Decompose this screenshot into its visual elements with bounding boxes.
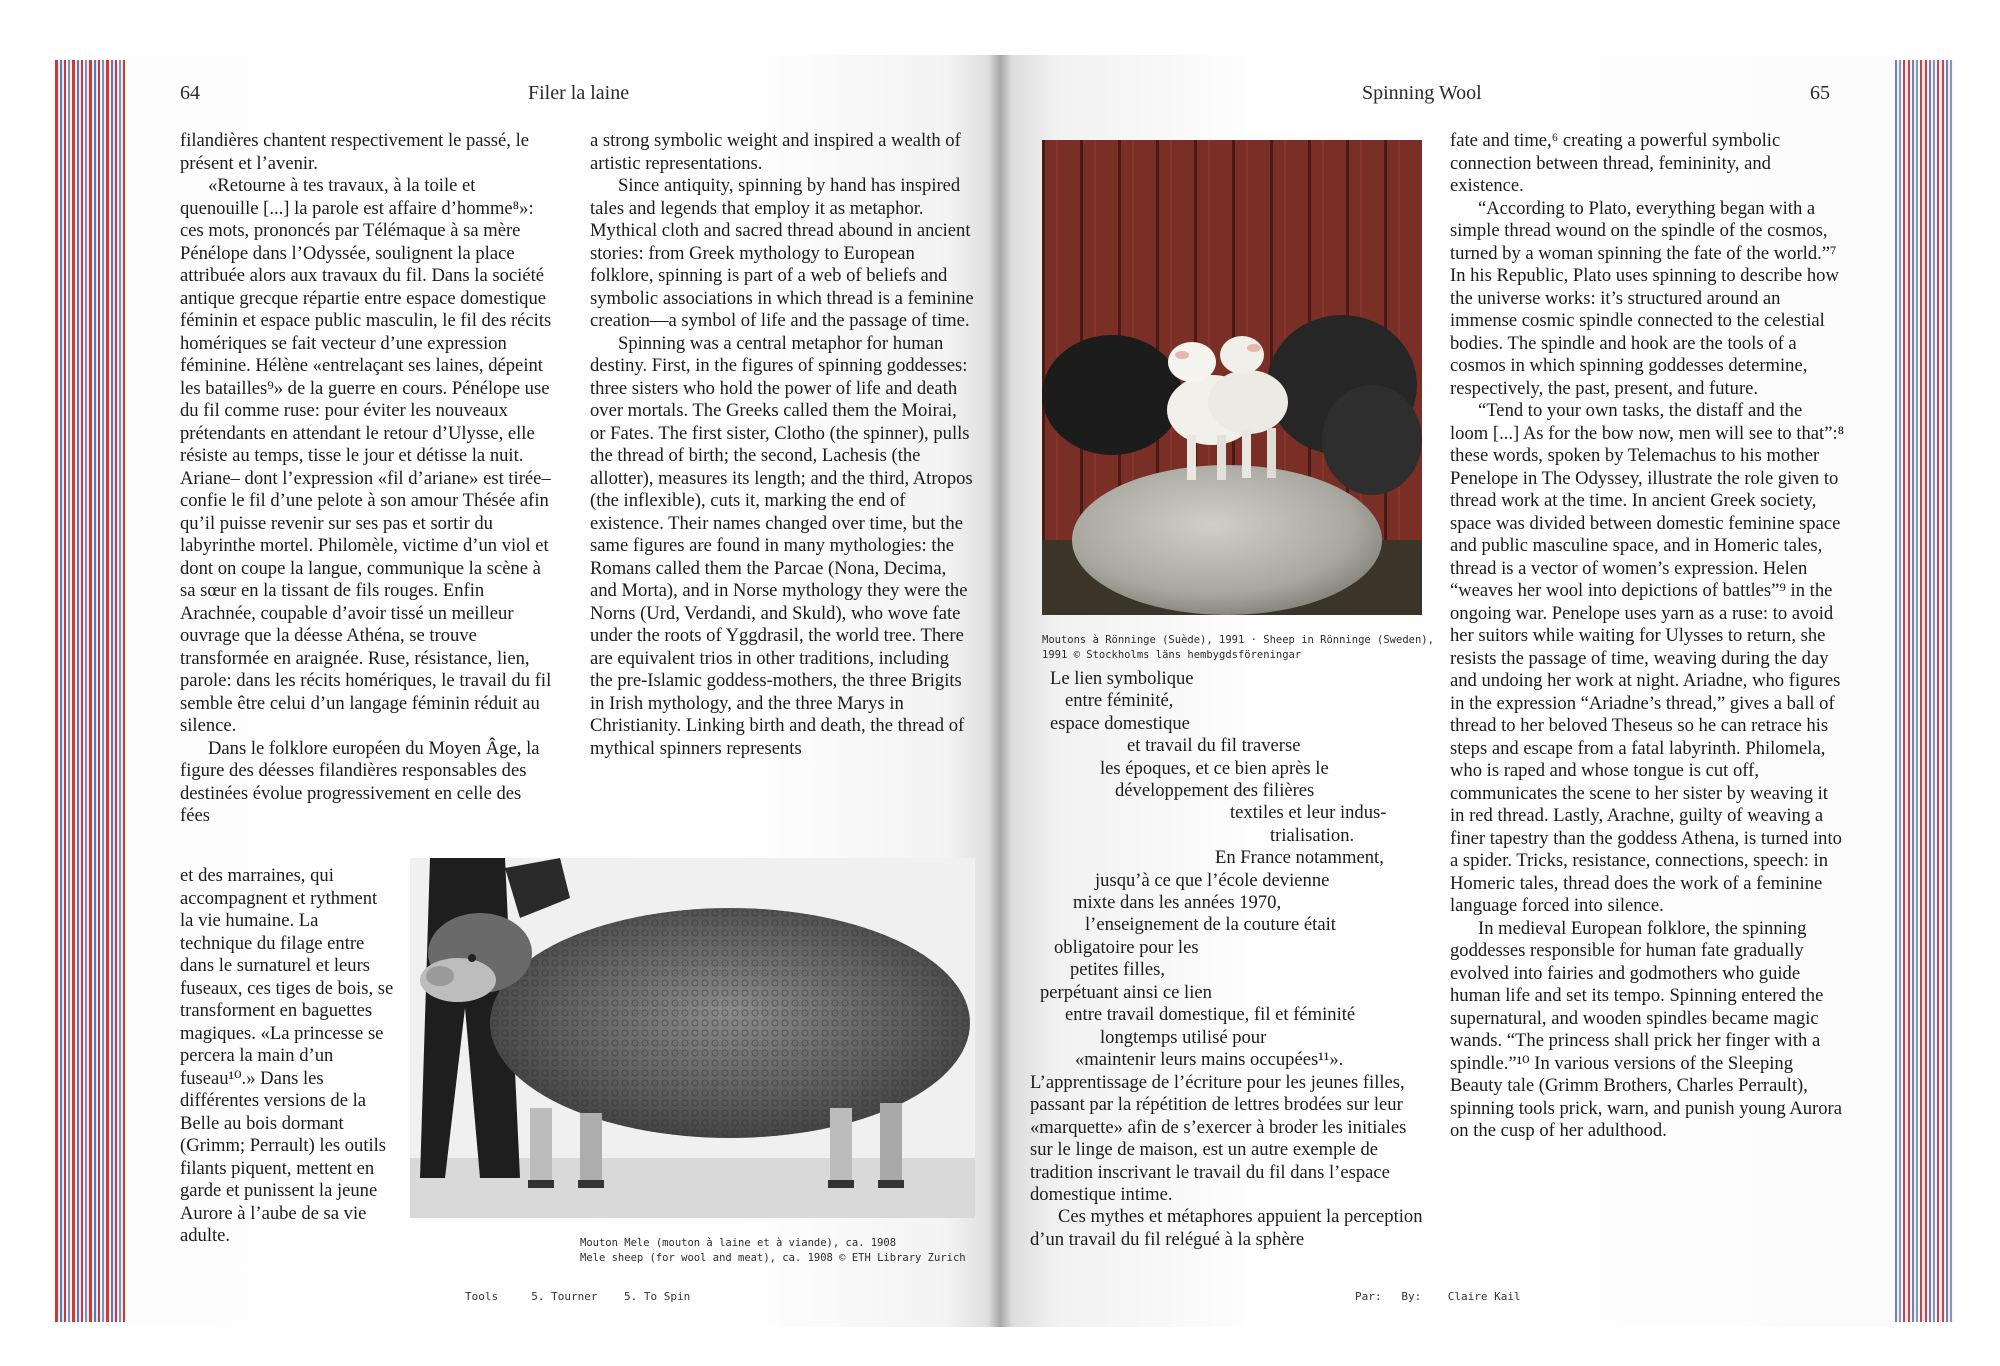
poem-line: «maintenir leurs mains occupées¹¹». [1075, 1048, 1344, 1070]
poem-line: entre travail domestique, fil et féminité [1065, 1004, 1356, 1026]
poem-line: jusqu’à ce que l’école devienne [1095, 869, 1330, 891]
mele-sheep-photo [410, 858, 975, 1218]
left-footer: Tools 5. Tourner 5. To Spin [465, 1290, 691, 1303]
paragraph: Ces mythes et métaphores appuient la perception d’un travail du fil relégué à la sphère [1030, 1206, 1423, 1250]
right-column-english [1450, 130, 1845, 1143]
paragraph: «Retourne à tes travaux, à la toile et quenouille [...] la parole est affaire d’homme⁸»: ces mots, prononcés par Télémaque à sa mère Pénélope dans l’Odyssée, soulignent la place attribuée alors aux travaux du fil. Dans la société antique grecque répartie entre espace domestique féminin et espace public masculin, le fil des récits homériques se fait vecteur d’une expression féminine. Hélène «entrelaçant ses laines, dépeint les batailles⁹» de la guerre en cours. Pénélope use du fil comme ruse: pour éviter les nouveaux prétendants en attendant le retour d’Ulysse, elle résiste au temps, tisse le jour et détisse la nuit. Ariane– dont l’expression «fil d’ariane» est tirée–confie le fil d’une pelote à son amour Thésée afin qu’il puisse revenir sur ses pas et sortir du labyrinthe mortel. Philomèle, victime d’un viol et dont on coupe la langue, communique la scène à sa sœur en la tissant de fils rouges. Enfin Arachnée, coupable d’avoir tissé un meilleur ouvrage que la déesse Athéna, se trouve transformée en araignée. Ruse, résistance, lien, parole: dans les récits homériques, le travail du fil semble être celui d’un langage féminin réduit au silence. [180, 175, 552, 736]
poem-line: Le lien symbolique [1050, 668, 1194, 689]
poem-line: perpétuant ainsi ce lien [1040, 981, 1212, 1003]
left-running-head: Filer la laine [528, 82, 630, 104]
poem-line: obligatoire pour les [1054, 936, 1199, 958]
paragraph: Since antiquity, spinning by hand has inspired tales and legends that employ it as metaphor. Mythical cloth and sacred thread abound in ancient stories: from Greek mythology to European folklore, spinning is part of a web of beliefs and symbolic associations in which thread is a feminine creation—a symbol of life and the passage of time. [590, 175, 974, 331]
pull-quote-poem [1030, 668, 1420, 1071]
poem-line: développement des filières [1115, 780, 1315, 802]
poem-line: entre féminité, [1065, 690, 1174, 712]
paragraph: Dans le folklore européen du Moyen Âge, la figure des déesses filandières responsables des destinées évolue progressivement en celle des fées [180, 737, 540, 826]
right-photo-caption: Moutons à Rönninge (Suède), 1991 · Sheep in Rönninge (Sweden), 1991 © Stockholms läns hembygdsföreningar [1042, 634, 1434, 661]
left-folio: 64 [180, 82, 200, 104]
left-photo-caption: Mouton Mele (mouton à laine et à viande), ca. 1908 Mele sheep (for wool and meat), ca. 1908 © ETH Library Zurich [580, 1237, 966, 1264]
paragraph: filandières chantent respectivement le passé, le présent et l’avenir. [180, 130, 529, 174]
left-column-french-narrow [180, 865, 395, 1248]
paragraph: “According to Plato, everything began with a simple thread wound on the spindle of the cosmos, turned by a woman spinning the fate of the world.”⁷ In his Republic, Plato uses spinning to describe how the universe works: it’s structured around an immense cosmic spindle connected to the celestial bodies. The spindle and hook are the tools of a cosmos in which spinning goddesses determine, respectively, the past, present, and future. [1450, 197, 1839, 399]
poem-line: mixte dans les années 1970, [1073, 892, 1282, 914]
poem-line: et travail du fil traverse [1127, 735, 1301, 757]
book-gutter [988, 55, 1012, 1327]
poem-line: En France notamment, [1215, 847, 1384, 869]
poem-line: espace domestique [1050, 712, 1190, 734]
left-column-french [180, 130, 555, 828]
poem-line: l’enseignement de la couture était [1085, 914, 1336, 936]
right-folio: 65 [1810, 82, 1830, 104]
left-column-english [590, 130, 975, 760]
poem-line: textiles et leur indus- [1230, 802, 1387, 824]
paragraph: fate and time,⁶ creating a powerful symbolic connection between thread, femininity, and existence. [1450, 130, 1781, 196]
poem-line: petites filles, [1070, 959, 1166, 981]
right-footer: Par: By: Claire Kail [1355, 1290, 1521, 1303]
paragraph: L’apprentissage de l’écriture pour les jeunes filles, passant par la répétition de lettres brodées sur leur «marquette» afin de s’exercer à broder les initiales sur le linge de maison, est un autre exemple de tradition inscrivant le travail du fil dans l’espace domestique intime. [1030, 1072, 1407, 1206]
left-page-edges [55, 60, 130, 1322]
paragraph: Spinning was a central metaphor for human destiny. First, in the figures of spinning goddesses: three sisters who hold the power of life and death over mortals. The Greeks called them the Moirai, or Fates. The first sister, Clotho (the spinner), pulls the thread of birth; the second, Lachesis (the allotter), measures its length; and the third, Atropos (the inflexible), cuts it, marking the end of existence. Their names changed over time, but the same figures are found in many mythologies: the Romans called them the Parcae (Nona, Decima, and Morta), and in Norse mythology they were the Norns (Urd, Verdandi, and Skuld), who wove fate under the roots of Yggdrasil, the world tree. There are equivalent trios in other traditions, including the pre-Islamic goddess-mothers, the three Brigits in Irish mythology, and the three Marys in Christianity. Linking birth and death, the thread of mythical spinners represents [590, 332, 973, 759]
right-middle-prose [1030, 1072, 1430, 1251]
paragraph: et des marraines, qui accompagnent et rythment la vie humaine. La technique du filage entre dans le surnaturel et leurs fuseaux, ces tiges de bois, se transforment en baguettes magiques. «La princesse se percera la main d’un fuseau¹⁰.» Dans les différentes versions de la Belle au bois dormant (Grimm; Perrault) les outils filants piquent, mettent en garde et punissent la jeune Aurore à l’aube de sa vie adulte. [180, 865, 394, 1246]
poem-line: les époques, et ce bien après le [1100, 757, 1329, 779]
right-running-head: Spinning Wool [1362, 82, 1482, 104]
paragraph: “Tend to your own tasks, the distaff and the loom [...] As for the bow now, men will see to that”:⁸ these words, spoken by Telemachus to his mother Penelope in The Odyssey, illustrate the role given to thread work at the time. In ancient Greek society, space was divided between domestic feminine space and public masculine space, and in Homeric tales, thread is a vector of women’s expression. Helen “weaves her wool into depictions of battles”⁹ in the ongoing war. Penelope uses yarn as a ruse: to avoid her suitors while waiting for Ulysses to return, she resists the passage of time, weaving during the day and undoing her work at night. Ariadne, who figures in the expression “Ariadne’s thread,” gives a ball of thread to her beloved Theseus so he can retrace his steps and escape from a fatal labyrinth. Philomela, who is raped and whose tongue is cut off, communicates the scene to her sister by weaving it in red thread. Lastly, Arachne, guilty of weaving a finer tapestry than the goddess Athena, is turned into a spider. Tricks, resistance, connections, speech: in Homeric tales, thread does the work of a feminine language forced into silence. [1450, 400, 1845, 916]
right-page-edges [1888, 60, 1954, 1322]
poem-line: trialisation. [1270, 824, 1355, 846]
poem-line: longtemps utilisé pour [1100, 1026, 1267, 1048]
lambs-photo [1042, 140, 1422, 615]
paragraph: In medieval European folklore, the spinning goddesses responsible for human fate gradually evolved into fairies and godmothers who guide human life and set its tempo. Spinning entered the supernatural, and wooden spindles became magic wands. “The princess shall prick her finger with a spindle.”¹⁰ In various versions of the Sleeping Beauty tale (Grimm Brothers, Charles Perrault), spinning tools prick, warn, and punish young Aurora on the cusp of her adulthood. [1450, 917, 1842, 1141]
paragraph: a strong symbolic weight and inspired a wealth of artistic representations. [590, 130, 961, 174]
